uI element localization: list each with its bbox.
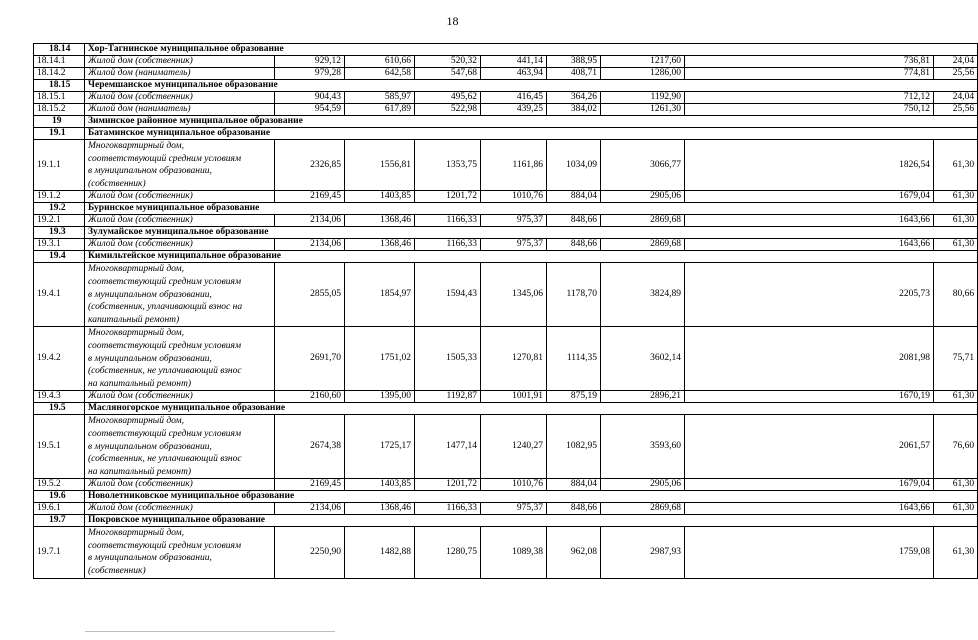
value-cell: 975,37 — [481, 239, 547, 251]
value-cell: 25,56 — [934, 104, 978, 116]
section-heading-row — [34, 80, 978, 92]
value-cell: 1368,46 — [345, 503, 415, 515]
value-cell: 2869,68 — [601, 239, 685, 251]
section-heading-row — [34, 515, 978, 527]
value-cell: 884,04 — [547, 191, 601, 203]
value-cell: 904,43 — [275, 92, 345, 104]
housing-type-description — [85, 56, 275, 68]
description-line: в муниципальном образовании, — [88, 289, 212, 300]
value-cell: 1643,66 — [685, 239, 934, 251]
value-cell: 2134,06 — [275, 239, 345, 251]
row-code: 19.3.1 — [34, 239, 85, 251]
value-cell: 2326,85 — [275, 140, 345, 191]
row-code: 19.4.1 — [34, 263, 85, 327]
description-line: (собственник) — [88, 566, 146, 577]
value-cell: 1679,04 — [685, 191, 934, 203]
value-cell: 1725,17 — [345, 415, 415, 479]
description-line: Жилой дом (собственник) — [88, 479, 193, 490]
description-line: Жилой дом (наниматель) — [88, 68, 191, 78]
table-row — [34, 191, 978, 203]
value-cell: 2987,93 — [601, 527, 685, 578]
table-row — [34, 104, 978, 116]
value-cell: 610,66 — [345, 56, 415, 68]
value-cell: 1643,66 — [685, 215, 934, 227]
description-line: Многоквартирный дом, — [88, 328, 184, 339]
value-cell: 61,30 — [934, 140, 978, 191]
value-cell: 1192,87 — [415, 391, 481, 403]
value-cell: 384,02 — [547, 104, 601, 116]
value-cell: 520,32 — [415, 56, 481, 68]
value-cell: 1270,81 — [481, 327, 547, 391]
value-cell: 1114,35 — [547, 327, 601, 391]
description-line: Жилой дом (собственник) — [88, 503, 193, 514]
municipality-name: Черемшанское муниципальное образование — [85, 80, 978, 92]
description-line: Многоквартирный дом, — [88, 528, 184, 539]
value-cell: 979,28 — [275, 68, 345, 80]
value-cell: 1201,72 — [415, 191, 481, 203]
housing-type-description — [85, 263, 275, 327]
value-cell: 1161,86 — [481, 140, 547, 191]
row-code: 19 — [34, 116, 85, 128]
value-cell: 2160,60 — [275, 391, 345, 403]
value-cell: 736,81 — [685, 56, 934, 68]
value-cell: 61,30 — [934, 191, 978, 203]
value-cell: 848,66 — [547, 239, 601, 251]
value-cell: 1854,97 — [345, 263, 415, 327]
description-line: (собственник, не уплачивающий взнос — [88, 454, 242, 465]
value-cell: 1034,09 — [547, 140, 601, 191]
table-row — [34, 479, 978, 491]
section-heading-row — [34, 128, 978, 140]
row-code: 19.3 — [34, 227, 85, 239]
housing-type-description — [85, 92, 275, 104]
value-cell: 1368,46 — [345, 215, 415, 227]
value-cell: 1010,76 — [481, 191, 547, 203]
value-cell: 495,62 — [415, 92, 481, 104]
row-code: 19.1.1 — [34, 140, 85, 191]
value-cell: 1166,33 — [415, 239, 481, 251]
value-cell: 1505,33 — [415, 327, 481, 391]
value-cell: 1240,27 — [481, 415, 547, 479]
value-cell: 1261,30 — [601, 104, 685, 116]
value-cell: 1192,90 — [601, 92, 685, 104]
row-code: 19.7.1 — [34, 527, 85, 578]
value-cell: 750,12 — [685, 104, 934, 116]
value-cell: 2134,06 — [275, 503, 345, 515]
value-cell: 408,71 — [547, 68, 601, 80]
row-code: 19.1 — [34, 128, 85, 140]
value-cell: 585,97 — [345, 92, 415, 104]
value-cell: 2250,90 — [275, 527, 345, 578]
description-line: (собственник, не уплачивающий взнос — [88, 366, 242, 377]
row-code: 18.14 — [34, 44, 85, 56]
value-cell: 712,12 — [685, 92, 934, 104]
row-code: 19.4.2 — [34, 327, 85, 391]
row-code: 19.5.2 — [34, 479, 85, 491]
table-row — [34, 68, 978, 80]
municipality-name: Масляногорское муниципальное образование — [85, 403, 978, 415]
description-line: в муниципальном образовании, — [88, 441, 212, 452]
value-cell: 1395,00 — [345, 391, 415, 403]
value-cell: 954,59 — [275, 104, 345, 116]
description-line: в муниципальном образовании, — [88, 166, 212, 177]
value-cell: 463,94 — [481, 68, 547, 80]
description-line: Жилой дом (собственник) — [88, 215, 193, 226]
housing-type-description — [85, 215, 275, 227]
table-row — [34, 263, 978, 327]
value-cell: 24,04 — [934, 92, 978, 104]
description-line: (собственник) — [88, 178, 146, 189]
description-line: в муниципальном образовании, — [88, 553, 212, 564]
value-cell: 2061,57 — [685, 415, 934, 479]
value-cell: 364,26 — [547, 92, 601, 104]
value-cell: 388,95 — [547, 56, 601, 68]
table-row — [34, 140, 978, 191]
description-line: на капитальный ремонт) — [88, 466, 192, 477]
value-cell: 61,30 — [934, 391, 978, 403]
table-row — [34, 503, 978, 515]
value-cell: 1670,19 — [685, 391, 934, 403]
row-code: 19.1.2 — [34, 191, 85, 203]
value-cell: 2691,70 — [275, 327, 345, 391]
value-cell: 439,25 — [481, 104, 547, 116]
section-heading-row — [34, 44, 978, 56]
row-code: 18.14.1 — [34, 56, 85, 68]
value-cell: 962,08 — [547, 527, 601, 578]
value-cell: 61,30 — [934, 215, 978, 227]
value-cell: 2674,38 — [275, 415, 345, 479]
value-cell: 2169,45 — [275, 479, 345, 491]
value-cell: 76,60 — [934, 415, 978, 479]
value-cell: 2134,06 — [275, 215, 345, 227]
row-code: 19.4 — [34, 251, 85, 263]
value-cell: 1001,91 — [481, 391, 547, 403]
value-cell: 2855,05 — [275, 263, 345, 327]
row-code: 19.6 — [34, 491, 85, 503]
value-cell: 416,45 — [481, 92, 547, 104]
description-line: соответствующий средним условиям — [88, 428, 242, 439]
description-line: Жилой дом (наниматель) — [88, 104, 191, 114]
value-cell: 1010,76 — [481, 479, 547, 491]
value-cell: 2169,45 — [275, 191, 345, 203]
table-row — [34, 527, 978, 578]
value-cell: 2081,98 — [685, 327, 934, 391]
value-cell: 1178,70 — [547, 263, 601, 327]
value-cell: 2869,68 — [601, 215, 685, 227]
housing-type-description — [85, 503, 275, 515]
value-cell: 1089,38 — [481, 527, 547, 578]
value-cell: 848,66 — [547, 215, 601, 227]
tariff-table — [33, 43, 978, 579]
value-cell: 1403,85 — [345, 191, 415, 203]
value-cell: 975,37 — [481, 215, 547, 227]
table-row — [34, 56, 978, 68]
value-cell: 1403,85 — [345, 479, 415, 491]
municipality-name: Батаминское муниципальное образование — [85, 128, 978, 140]
description-line: Многоквартирный дом, — [88, 416, 184, 427]
value-cell: 2896,21 — [601, 391, 685, 403]
municipality-name: Буринское муниципальное образование — [85, 203, 978, 215]
row-code: 18.15.2 — [34, 104, 85, 116]
value-cell: 848,66 — [547, 503, 601, 515]
value-cell: 3602,14 — [601, 327, 685, 391]
housing-type-description — [85, 140, 275, 191]
description-line: соответствующий средним условиям — [88, 153, 242, 164]
value-cell: 61,30 — [934, 503, 978, 515]
value-cell: 774,81 — [685, 68, 934, 80]
value-cell: 1201,72 — [415, 479, 481, 491]
value-cell: 1082,95 — [547, 415, 601, 479]
value-cell: 2869,68 — [601, 503, 685, 515]
value-cell: 1166,33 — [415, 503, 481, 515]
value-cell: 642,58 — [345, 68, 415, 80]
value-cell: 1217,60 — [601, 56, 685, 68]
row-code: 19.7 — [34, 515, 85, 527]
description-line: соответствующий средним условиям — [88, 540, 242, 551]
description-line: на капитальный ремонт) — [88, 378, 192, 389]
value-cell: 1482,88 — [345, 527, 415, 578]
description-line: в муниципальном образовании, — [88, 353, 212, 364]
section-heading-row — [34, 491, 978, 503]
description-line: Жилой дом (собственник) — [88, 239, 193, 250]
municipality-name: Зулумайское муниципальное образование — [85, 227, 978, 239]
value-cell: 929,12 — [275, 56, 345, 68]
description-line: Жилой дом (собственник) — [88, 391, 193, 402]
value-cell: 61,30 — [934, 527, 978, 578]
scan-edge-line — [85, 631, 335, 632]
value-cell: 1826,54 — [685, 140, 934, 191]
housing-type-description — [85, 479, 275, 491]
description-line: капитальный ремонт) — [88, 314, 180, 325]
row-code: 19.6.1 — [34, 503, 85, 515]
value-cell: 1556,81 — [345, 140, 415, 191]
value-cell: 75,71 — [934, 327, 978, 391]
row-code: 18.15.1 — [34, 92, 85, 104]
row-code: 19.5 — [34, 403, 85, 415]
value-cell: 25,56 — [934, 68, 978, 80]
description-line: Многоквартирный дом, — [88, 264, 184, 275]
table-row — [34, 415, 978, 479]
description-line: Многоквартирный дом, — [88, 141, 184, 151]
section-heading-row — [34, 403, 978, 415]
municipality-name: Кимильтейское муниципальное образование — [85, 251, 978, 263]
value-cell: 1286,00 — [601, 68, 685, 80]
value-cell: 1166,33 — [415, 215, 481, 227]
row-code: 19.2.1 — [34, 215, 85, 227]
description-line: соответствующий средним условиям — [88, 276, 242, 287]
row-code: 18.15 — [34, 80, 85, 92]
value-cell: 1353,75 — [415, 140, 481, 191]
table-row — [34, 215, 978, 227]
description-line: Жилой дом (собственник) — [88, 92, 193, 102]
value-cell: 617,89 — [345, 104, 415, 116]
value-cell: 3593,60 — [601, 415, 685, 479]
row-code: 19.5.1 — [34, 415, 85, 479]
housing-type-description — [85, 415, 275, 479]
row-code: 19.2 — [34, 203, 85, 215]
value-cell: 3824,89 — [601, 263, 685, 327]
housing-type-description — [85, 239, 275, 251]
value-cell: 547,68 — [415, 68, 481, 80]
value-cell: 24,04 — [934, 56, 978, 68]
description-line: Жилой дом (собственник) — [88, 191, 193, 202]
value-cell: 875,19 — [547, 391, 601, 403]
value-cell: 1643,66 — [685, 503, 934, 515]
table-row — [34, 391, 978, 403]
row-code: 19.4.3 — [34, 391, 85, 403]
value-cell: 80,66 — [934, 263, 978, 327]
section-heading-row — [34, 251, 978, 263]
table-row — [34, 327, 978, 391]
value-cell: 441,14 — [481, 56, 547, 68]
description-line: (собственник, уплачивающий взнос на — [88, 302, 243, 313]
value-cell: 1751,02 — [345, 327, 415, 391]
housing-type-description — [85, 68, 275, 80]
value-cell: 61,30 — [934, 239, 978, 251]
value-cell: 2905,06 — [601, 191, 685, 203]
table-row — [34, 239, 978, 251]
page-number: 18 — [446, 14, 459, 28]
value-cell: 1679,04 — [685, 479, 934, 491]
value-cell: 2205,73 — [685, 263, 934, 327]
value-cell: 1368,46 — [345, 239, 415, 251]
table-row — [34, 92, 978, 104]
value-cell: 1759,08 — [685, 527, 934, 578]
value-cell: 1477,14 — [415, 415, 481, 479]
value-cell: 522,98 — [415, 104, 481, 116]
value-cell: 2905,06 — [601, 479, 685, 491]
value-cell: 1345,06 — [481, 263, 547, 327]
value-cell: 61,30 — [934, 479, 978, 491]
housing-type-description — [85, 104, 275, 116]
value-cell: 884,04 — [547, 479, 601, 491]
value-cell: 3066,77 — [601, 140, 685, 191]
section-heading-row — [34, 227, 978, 239]
municipality-name: Зиминское районное муниципальное образование — [85, 116, 978, 128]
municipality-name: Хор-Тагнинское муниципальное образование — [85, 44, 978, 56]
municipality-name: Покровское муниципальное образование — [85, 515, 978, 527]
value-cell: 1594,43 — [415, 263, 481, 327]
housing-type-description — [85, 391, 275, 403]
value-cell: 1280,75 — [415, 527, 481, 578]
section-heading-row — [34, 116, 978, 128]
value-cell: 975,37 — [481, 503, 547, 515]
housing-type-description — [85, 527, 275, 578]
row-code: 18.14.2 — [34, 68, 85, 80]
description-line: соответствующий средним условиям — [88, 340, 242, 351]
section-heading-row — [34, 203, 978, 215]
municipality-name: Новолетниковское муниципальное образование — [85, 491, 978, 503]
description-line: Жилой дом (собственник) — [88, 56, 193, 66]
housing-type-description — [85, 327, 275, 391]
housing-type-description — [85, 191, 275, 203]
